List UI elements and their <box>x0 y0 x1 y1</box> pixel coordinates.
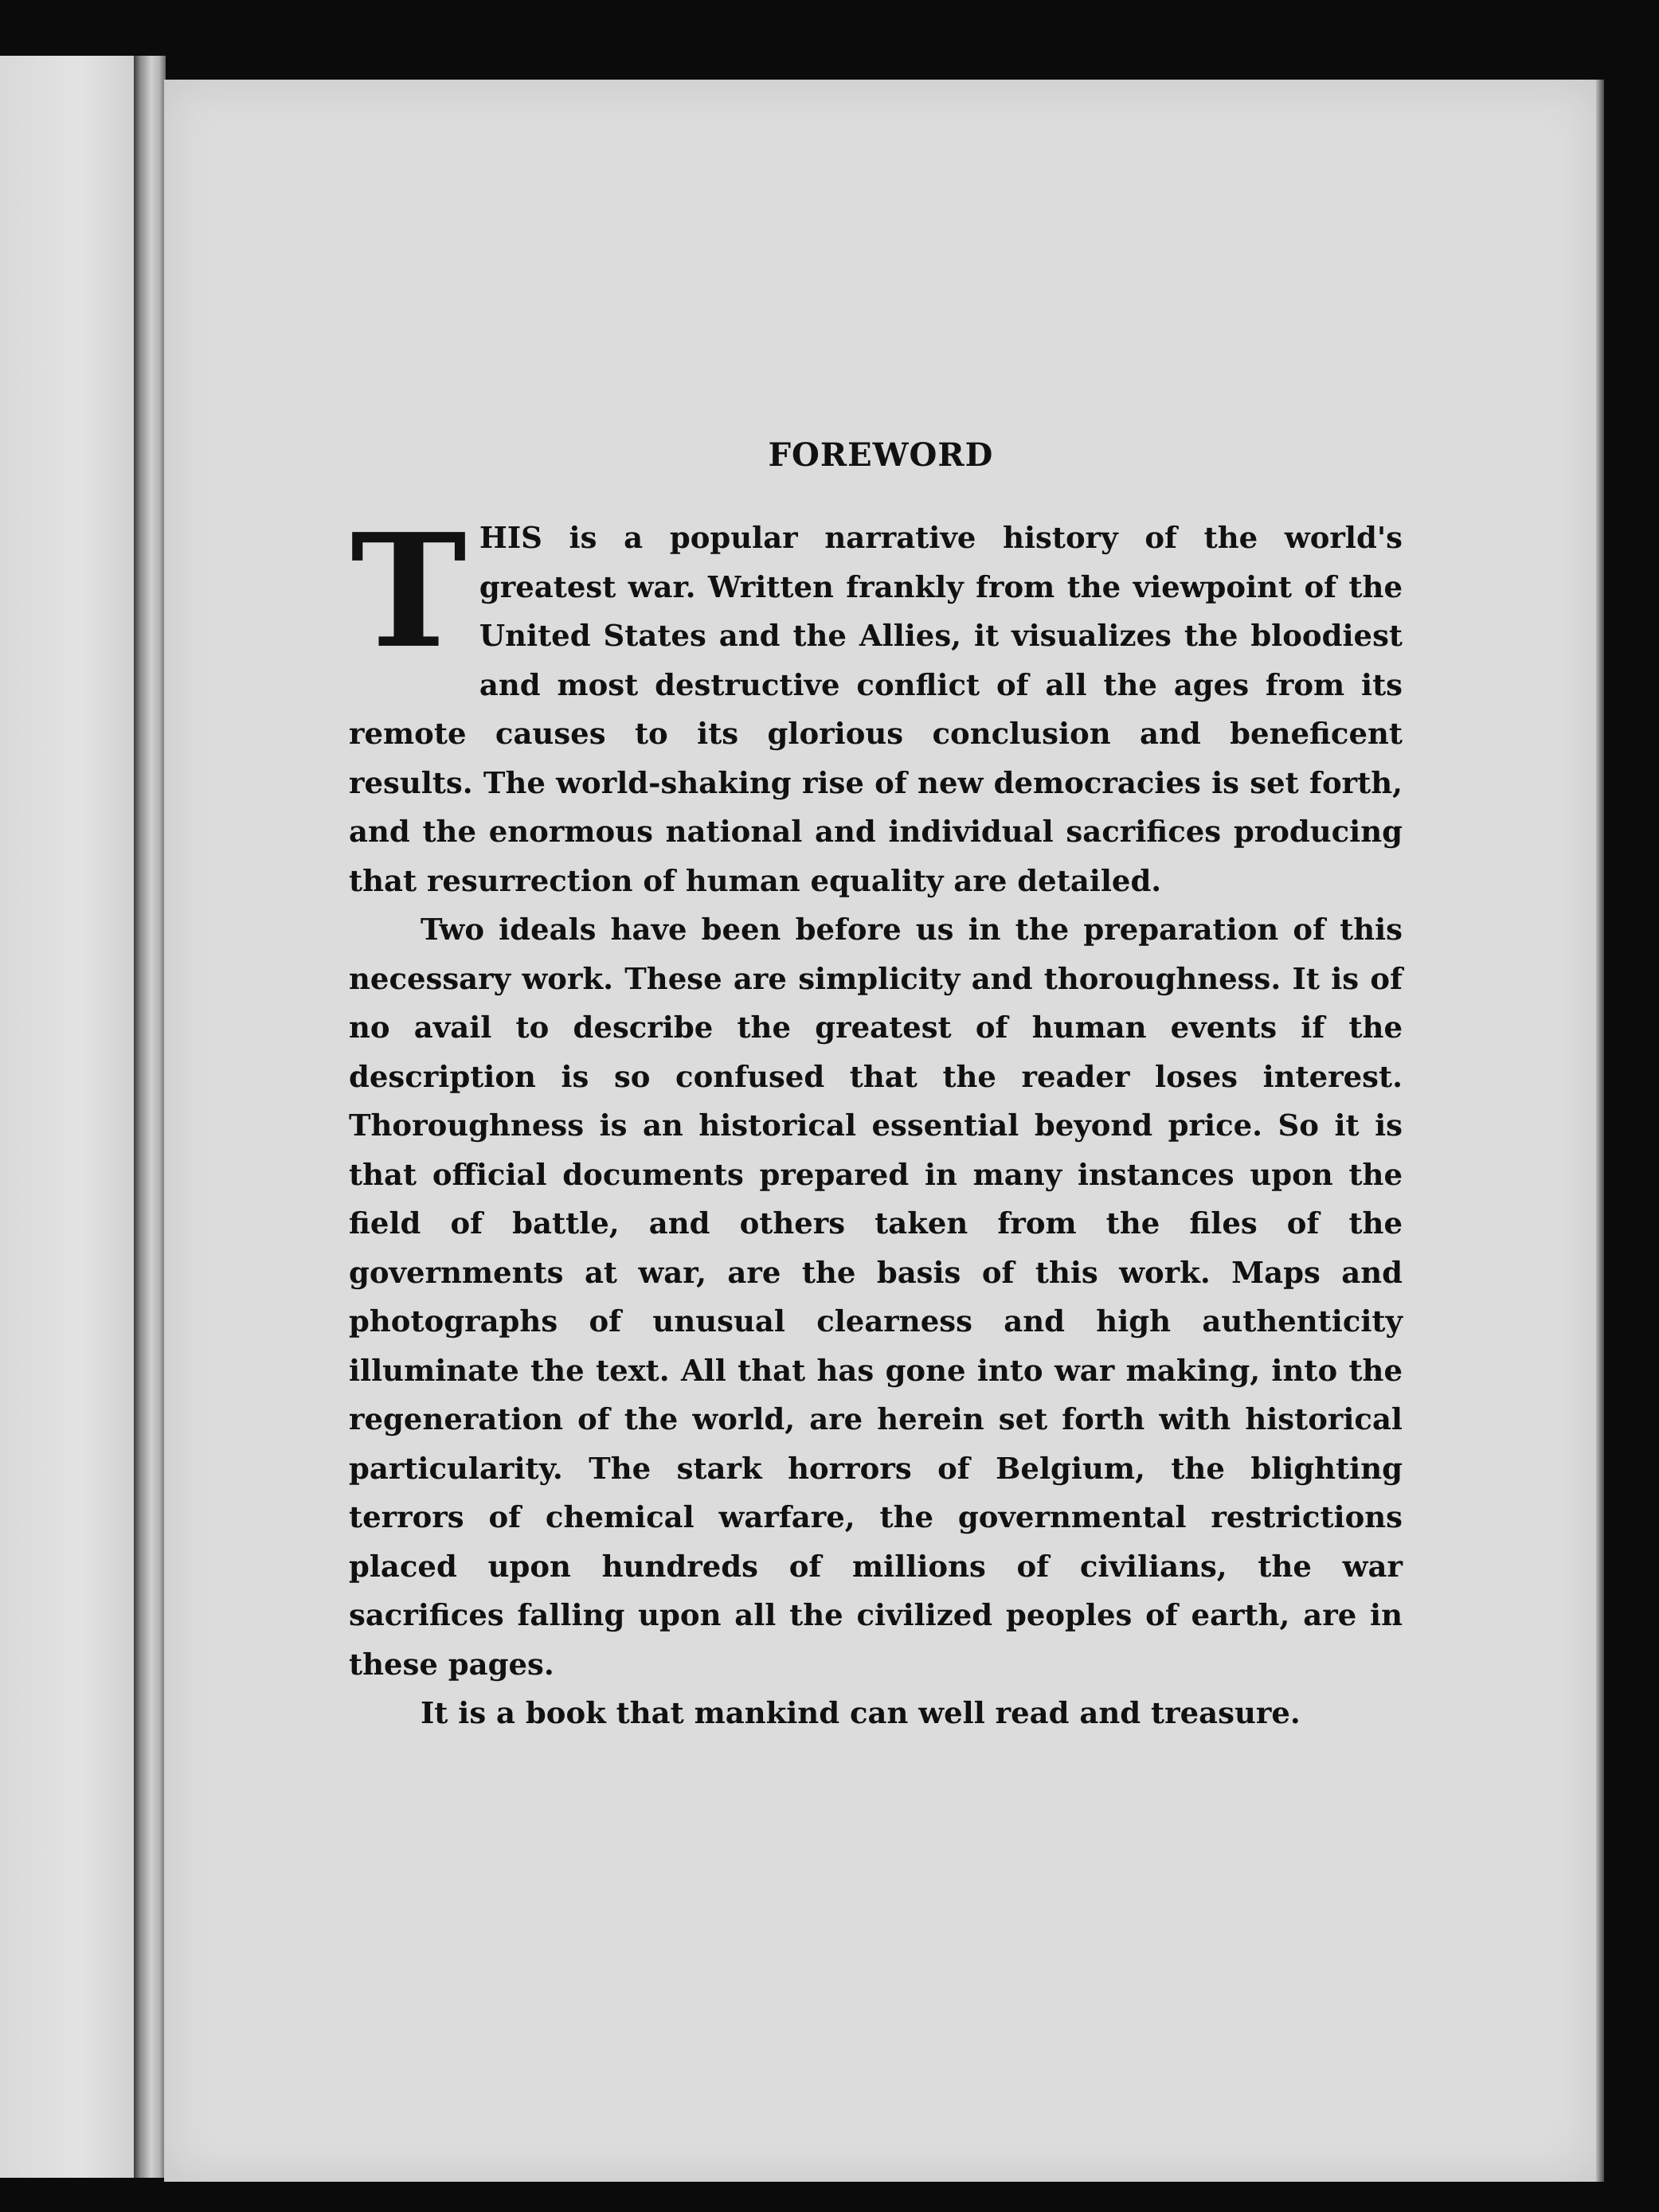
previous-page-edge <box>0 56 137 2178</box>
page-right-edge <box>1596 80 1604 2182</box>
book-gutter <box>134 56 166 2178</box>
drop-cap-letter: T <box>350 500 467 683</box>
paragraph-1 <box>349 500 1403 905</box>
paragraph-1-text: HIS is a popular narrative history of the world's greatest war. Written frankly from the viewpoint of the United States and the Allies, it visualizes the bloodiest and most destructive conflict of all the ages from its remote causes to its glorious conclusion and beneficent results. The world-shaking rise of new democracies is set forth, and the enormous national and individual sacrifices producing that resurrection of human equality are detailed. <box>349 520 1403 898</box>
foreword-text <box>349 500 1403 1738</box>
paragraph-2: Two ideals have been before us in the preparation of this necessary work. These are simplicity and thoroughness. It is of no avail to describe the greatest of human events if the description is so confused that the reader loses interest. Thoroughness is an historical essential beyond price. So it is that official documents prepared in many instances upon the field of battle, and others taken from the files of the governments at war, are the basis of this work. Maps and photographs of unusual clearness and high authenticity illuminate the text. All that has gone into war making, into the regeneration of the world, are herein set forth with historical particularity. The stark horrors of Belgium, the blighting terrors of chemical warfare, the governmental restrictions placed upon hundreds of millions of civilians, the war sacrifices falling upon all the civilized peoples of earth, are in these pages. <box>349 912 1403 1682</box>
paragraph-3: It is a book that mankind can well read and treasure. <box>421 1695 1301 1730</box>
page-heading: FOREWORD <box>768 436 994 474</box>
